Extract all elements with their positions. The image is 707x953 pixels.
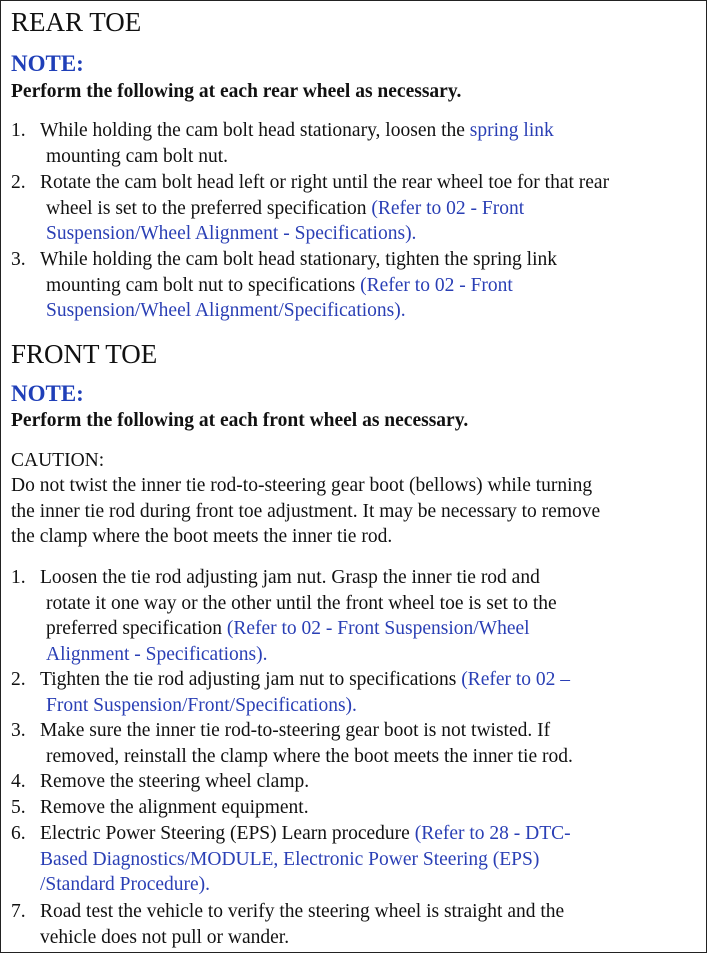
spec-reference-link[interactable]: (Refer to 02 – xyxy=(461,669,571,690)
step-number: 2. xyxy=(11,172,26,193)
step-line: mounting cam bolt nut. xyxy=(46,145,228,167)
spec-reference-link[interactable]: Alignment - Specifications). xyxy=(46,644,268,666)
caution-line-1: Do not twist the inner tie rod-to-steering gear boot (bellows) while turning xyxy=(11,475,593,496)
step-number: 7. xyxy=(11,901,26,922)
step-number: 1. xyxy=(11,120,26,141)
front-step-4 xyxy=(11,769,701,795)
spec-reference-link[interactable]: Front Suspension/Front/Specifications). xyxy=(46,694,357,716)
spec-reference-link[interactable]: Suspension/Wheel Alignment - Specifications). xyxy=(46,223,417,245)
step-line xyxy=(11,118,701,144)
rear-note-label: NOTE: xyxy=(11,51,84,76)
step-line xyxy=(11,196,701,222)
step-line: Remove the alignment equipment. xyxy=(40,797,309,818)
step-text: preferred specification xyxy=(46,618,227,640)
step-number: 2. xyxy=(11,669,26,690)
caution-line-2: the inner tie rod during front toe adjustment. It may be necessary to remove xyxy=(11,501,601,522)
front-step-7 xyxy=(11,899,701,950)
spec-reference-link[interactable]: (Refer to 02 - Front xyxy=(360,274,513,296)
spec-reference-link[interactable]: (Refer to 02 - Front xyxy=(371,197,525,219)
step-text: While holding the cam bolt head stationary, loosen the xyxy=(40,120,470,141)
step-line xyxy=(11,616,701,642)
rear-step-2 xyxy=(11,170,701,247)
rear-step-3 xyxy=(11,247,701,324)
eps-procedure-link[interactable]: Based Diagnostics/MODULE, Electronic Power Steering (EPS) xyxy=(40,848,540,870)
step-line: While holding the cam bolt head stationary, tighten the spring link xyxy=(40,249,557,270)
rear-step-1 xyxy=(11,118,701,169)
front-note-label: NOTE: xyxy=(11,381,84,406)
step-line: rotate it one way or the other until the front wheel toe is set to the xyxy=(46,592,557,614)
step-line: Rotate the cam bolt head left or right until the rear wheel toe for that rear xyxy=(40,172,610,193)
step-line: vehicle does not pull or wander. xyxy=(40,926,290,948)
step-line xyxy=(11,667,701,693)
front-step-2 xyxy=(11,667,701,718)
rear-toe-heading: REAR TOE xyxy=(11,7,142,37)
step-line: Remove the steering wheel clamp. xyxy=(40,771,310,792)
step-line: Loosen the tie rod adjusting jam nut. Grasp the inner tie rod and xyxy=(40,567,540,588)
step-text: Tighten the tie rod adjusting jam nut to specifications xyxy=(40,669,462,690)
step-number: 5. xyxy=(11,797,26,818)
step-line xyxy=(11,821,701,847)
step-line: Road test the vehicle to verify the steering wheel is straight and the xyxy=(40,901,565,922)
front-step-6 xyxy=(11,821,701,898)
caution-line-3: the clamp where the boot meets the inner tie rod. xyxy=(11,526,393,547)
eps-procedure-link[interactable]: (Refer to 28 - DTC- xyxy=(414,823,571,844)
step-text: Electric Power Steering (EPS) Learn procedure xyxy=(40,823,415,844)
rear-note-text: Perform the following at each rear wheel as necessary. xyxy=(11,81,462,102)
step-number: 6. xyxy=(11,823,26,844)
eps-procedure-link[interactable]: /Standard Procedure). xyxy=(40,874,211,896)
step-line: Make sure the inner tie rod-to-steering gear boot is not twisted. If xyxy=(40,720,551,741)
front-toe-heading: FRONT TOE xyxy=(11,339,158,369)
step-text: wheel is set to the preferred specification xyxy=(46,197,372,219)
spec-reference-link[interactable]: (Refer to 02 - Front Suspension/Wheel xyxy=(226,618,530,640)
step-line: removed, reinstall the clamp where the boot meets the inner tie rod. xyxy=(46,745,573,767)
front-note-text: Perform the following at each front wheel as necessary. xyxy=(11,410,469,431)
front-step-1 xyxy=(11,565,701,668)
step-number: 3. xyxy=(11,720,26,741)
step-text: mounting cam bolt nut to specifications xyxy=(46,274,361,296)
step-line xyxy=(11,273,701,299)
step-number: 1. xyxy=(11,567,26,588)
spring-link-reference[interactable]: spring link xyxy=(469,120,554,141)
step-number: 3. xyxy=(11,249,26,270)
front-step-3 xyxy=(11,718,701,769)
spec-reference-link[interactable]: Suspension/Wheel Alignment/Specifications). xyxy=(46,300,406,322)
caution-label: CAUTION: xyxy=(11,450,105,471)
front-step-5 xyxy=(11,795,701,821)
step-number: 4. xyxy=(11,771,26,792)
